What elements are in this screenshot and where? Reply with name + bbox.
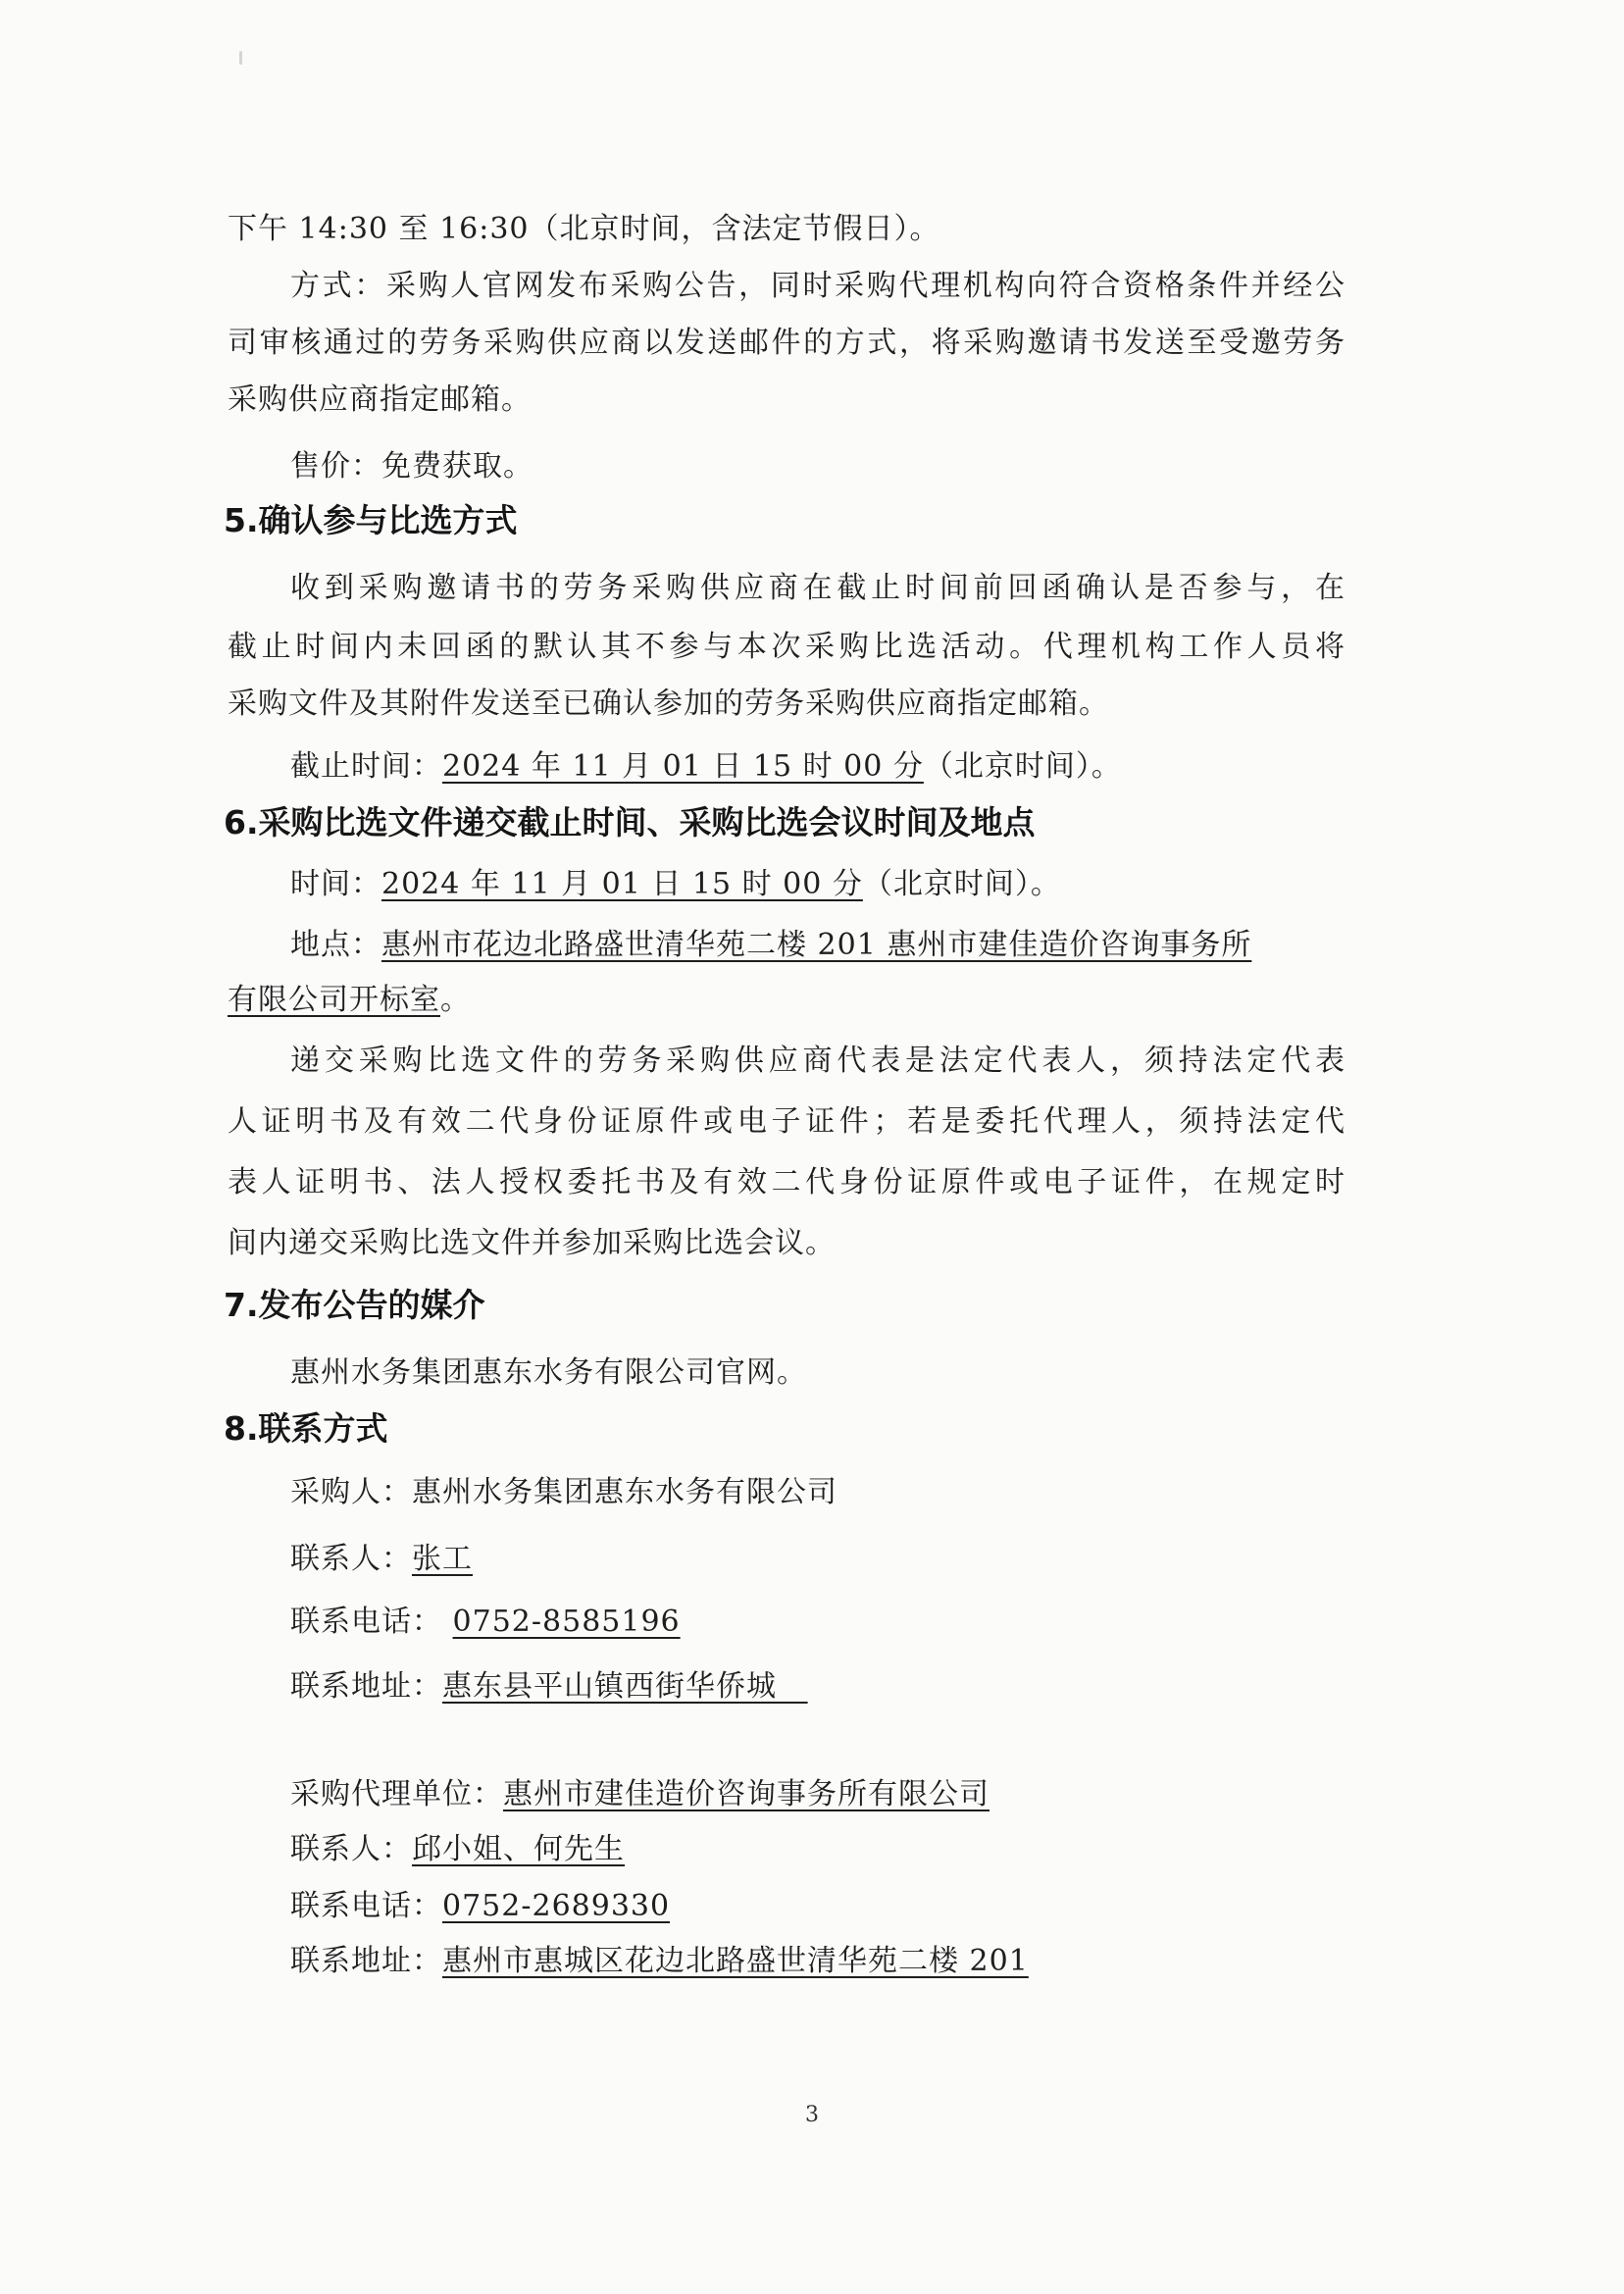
agent-address-value: 惠州市惠城区花边北路盛世清华苑二楼 201 bbox=[442, 1944, 1029, 1978]
purchaser-value: 惠州水务集团惠东水务有限公司 bbox=[412, 1475, 837, 1509]
s6-line-2: 人证明书及有效二代身份证原件或电子证件；若是委托代理人，须持法定代 bbox=[228, 1104, 1345, 1139]
phone-line bbox=[290, 1603, 681, 1642]
scan-speck bbox=[239, 51, 242, 65]
agent-line bbox=[290, 1775, 990, 1814]
s6-place-line-1 bbox=[290, 926, 1251, 965]
place-value-2: 有限公司开标室 bbox=[228, 983, 440, 1017]
deadline-value: 2024 年 11 月 01 日 15 时 00 分 bbox=[442, 749, 924, 784]
time-value: 2024 年 11 月 01 日 15 时 00 分 bbox=[381, 867, 863, 901]
s6-line-3: 表人证明书、法人授权委托书及有效二代身份证原件或电子证件，在规定时 bbox=[228, 1165, 1345, 1199]
page-number: 3 bbox=[805, 2103, 819, 2127]
price-line: 售价：免费获取。 bbox=[290, 449, 533, 484]
contact-line bbox=[290, 1540, 473, 1579]
s5-line-1: 收到采购邀请书的劳务采购供应商在截止时间前回函确认是否参与，在 bbox=[290, 571, 1345, 605]
contact-label: 联系人： bbox=[290, 1542, 412, 1576]
agent-contact-value: 邱小姐、何先生 bbox=[412, 1832, 625, 1866]
section-8-heading: 8.联系方式 bbox=[224, 1409, 388, 1448]
contact-value: 张工 bbox=[412, 1542, 473, 1576]
s5-line-2: 截止时间内未回函的默认其不参与本次采购比选活动。代理机构工作人员将 bbox=[228, 630, 1345, 664]
phone-label: 联系电话： bbox=[290, 1605, 442, 1639]
section-7-heading: 7.发布公告的媒介 bbox=[224, 1286, 485, 1324]
section-5-heading: 5.确认参与比选方式 bbox=[224, 501, 518, 539]
method-line-3: 采购供应商指定邮箱。 bbox=[228, 382, 532, 417]
agent-value: 惠州市建佳造价咨询事务所有限公司 bbox=[503, 1777, 990, 1811]
agent-phone-line bbox=[290, 1887, 670, 1926]
time-suffix: （北京时间）。 bbox=[862, 867, 1061, 901]
agent-address-label: 联系地址： bbox=[290, 1944, 442, 1978]
place-suffix: 。 bbox=[440, 983, 471, 1017]
time-label: 时间： bbox=[290, 867, 381, 901]
address-value: 惠东县平山镇西街华侨城 bbox=[442, 1669, 777, 1704]
place-value-1: 惠州市花边北路盛世清华苑二楼 201 惠州市建佳造价咨询事务所 bbox=[381, 928, 1252, 962]
agent-phone-label: 联系电话： bbox=[290, 1889, 442, 1923]
s5-line-3: 采购文件及其附件发送至已确认参加的劳务采购供应商指定邮箱。 bbox=[228, 687, 1109, 721]
deadline-suffix: （北京时间）。 bbox=[923, 749, 1122, 784]
phone-value: 0752-8585196 bbox=[452, 1605, 681, 1639]
s6-time bbox=[290, 865, 1061, 904]
agent-contact-label: 联系人： bbox=[290, 1832, 412, 1866]
agent-label: 采购代理单位： bbox=[290, 1777, 503, 1811]
agent-phone-value: 0752-2689330 bbox=[442, 1889, 671, 1923]
place-label: 地点： bbox=[290, 928, 381, 962]
method-line-1: 方式：采购人官网发布采购公告，同时采购代理机构向符合资格条件并经公 bbox=[290, 269, 1345, 303]
address-underline-tail bbox=[777, 1669, 808, 1704]
agent-contact-line bbox=[290, 1830, 625, 1869]
s6-line-4: 间内递交采购比选文件并参加采购比选会议。 bbox=[228, 1226, 836, 1260]
s6-line-1: 递交采购比选文件的劳务采购供应商代表是法定代表人，须持法定代表 bbox=[290, 1044, 1345, 1078]
s6-place-line-2 bbox=[228, 981, 471, 1020]
section-6-heading: 6.采购比选文件递交截止时间、采购比选会议时间及地点 bbox=[224, 803, 1036, 841]
time-line: 下午 14:30 至 16:30（北京时间，含法定节假日）。 bbox=[228, 212, 940, 246]
address-label: 联系地址： bbox=[290, 1669, 442, 1704]
s5-deadline bbox=[290, 747, 1122, 787]
address-line bbox=[290, 1667, 808, 1707]
method-line-2: 司审核通过的劳务采购供应商以发送邮件的方式，将采购邀请书发送至受邀劳务 bbox=[228, 326, 1345, 360]
purchaser-label: 采购人： bbox=[290, 1475, 412, 1509]
agent-address-line bbox=[290, 1942, 1029, 1981]
deadline-label: 截止时间： bbox=[290, 749, 442, 784]
purchaser-line bbox=[290, 1473, 837, 1512]
s7-line: 惠州水务集团惠东水务有限公司官网。 bbox=[290, 1355, 807, 1390]
